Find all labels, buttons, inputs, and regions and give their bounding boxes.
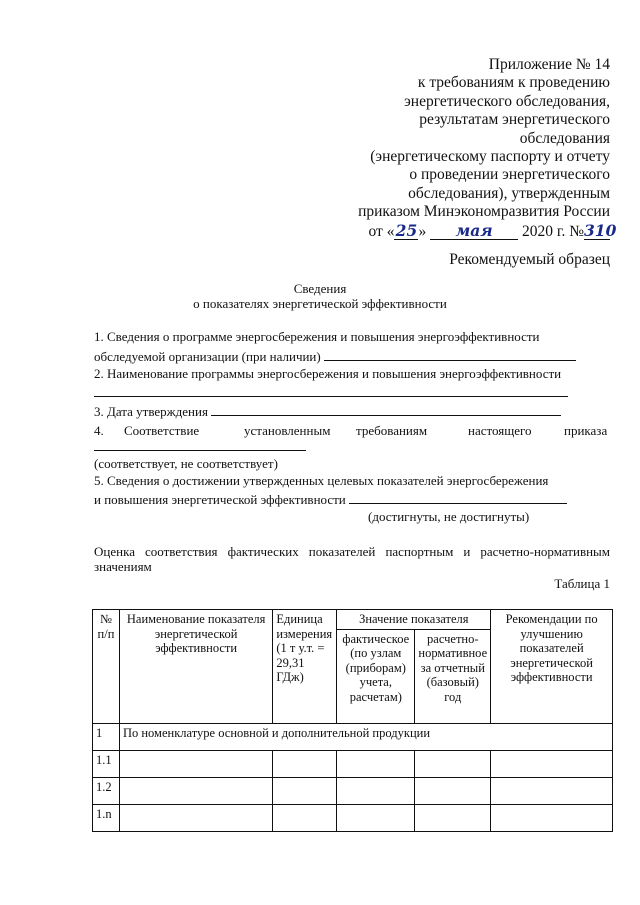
item-5-label: и повышения энергетической эффективности	[94, 492, 346, 507]
header-recommendations: Рекомендации по улучшению показателей энергетической эффективности	[491, 610, 613, 724]
item-1-line-2	[94, 348, 576, 364]
item-4-word: требованиям	[356, 423, 428, 438]
item-1-line-1: 1. Сведения о программе энергосбережения и повышения энергоэффективности	[94, 329, 540, 344]
section-number: 1	[93, 723, 120, 750]
assessment-paragraph: Оценка соответствия фактических показателей паспортным и расчетно-нормативным значениям	[94, 544, 610, 574]
cell-name[interactable]	[119, 777, 272, 804]
table-header-row	[93, 610, 613, 630]
appendix-line: к требованиям к проведению	[417, 74, 610, 92]
item-4-blank[interactable]	[94, 450, 306, 451]
cell-normative[interactable]	[415, 750, 491, 777]
table-row	[93, 777, 613, 804]
appendix-line: приказом Минэкономразвития России	[358, 203, 610, 221]
cell-normative[interactable]	[415, 804, 491, 831]
item-4-line	[94, 423, 610, 438]
cell-recommendation[interactable]	[491, 750, 613, 777]
appendix-line: результатам энергетического	[419, 111, 610, 129]
item-3-line	[94, 403, 561, 419]
title-line-2: о показателях энергетической эффективности	[193, 296, 447, 311]
item-5-line-2	[94, 491, 567, 507]
header-indicator-name: Наименование показателя энергетической эффективности	[119, 610, 272, 724]
header-unit: Единица измерения (1 т у.т. = 29,31 ГДж)	[273, 610, 337, 724]
cell-name[interactable]	[119, 750, 272, 777]
appendix-line: обследования), утвержденным	[408, 184, 610, 202]
cell-recommendation[interactable]	[491, 804, 613, 831]
table-row	[93, 750, 613, 777]
appendix-line: обследования	[519, 129, 610, 147]
item-1-label: обследуемой организации (при наличии)	[94, 349, 321, 364]
row-number: 1.1	[93, 750, 120, 777]
item-3-label: 3. Дата утверждения	[94, 404, 208, 419]
document-title	[0, 281, 640, 311]
header-actual: фактическое (по узлам (приборам) учета, расчетам)	[337, 629, 415, 723]
date-year: 2020 г. №	[521, 222, 584, 240]
cell-unit[interactable]	[273, 750, 337, 777]
appendix-line: энергетического обследования,	[404, 92, 610, 110]
item-5-blank[interactable]	[349, 491, 567, 504]
table-row	[93, 804, 613, 831]
item-2-blank[interactable]	[94, 396, 568, 397]
cell-actual[interactable]	[337, 804, 415, 831]
recommended-sample-label: Рекомендуемый образец	[449, 251, 610, 268]
handwritten-month: мая	[430, 222, 518, 240]
item-4-word: Соответствие	[124, 423, 200, 438]
row-number: 1.n	[93, 804, 120, 831]
item-4-word: установленным	[244, 423, 331, 438]
indicators-table	[92, 609, 613, 832]
date-mid: »	[418, 222, 427, 240]
item-5-line-1: 5. Сведения о достижении утвержденных целевых показателей энергосбережения	[94, 473, 549, 488]
cell-recommendation[interactable]	[491, 777, 613, 804]
table-label: Таблица 1	[554, 576, 610, 591]
appendix-line: о проведении энергетического	[409, 166, 610, 184]
appendix-header	[310, 56, 617, 241]
order-date-line	[310, 220, 617, 241]
header-number: № п/п	[93, 610, 120, 724]
cell-name[interactable]	[119, 804, 272, 831]
item-4-word: приказа	[564, 423, 608, 438]
item-5-note: (достигнуты, не достигнуты)	[368, 509, 530, 524]
cell-unit[interactable]	[273, 804, 337, 831]
date-prefix: от «	[368, 222, 395, 240]
section-title: По номенклатуре основной и дополнительной продукции	[119, 723, 612, 750]
header-value: Значение показателя	[337, 610, 491, 630]
item-4-note: (соответствует, не соответствует)	[94, 456, 278, 471]
item-2-line: 2. Наименование программы энергосбережения и повышения энергоэффективности	[94, 366, 562, 381]
title-line-1: Сведения	[293, 281, 347, 296]
item-4-word: 4.	[94, 423, 104, 438]
item-3-blank[interactable]	[211, 403, 561, 416]
item-4-word: настоящего	[468, 423, 532, 438]
table-section-row	[93, 723, 613, 750]
cell-normative[interactable]	[415, 777, 491, 804]
item-1-blank[interactable]	[324, 348, 576, 361]
cell-actual[interactable]	[337, 777, 415, 804]
appendix-line: (энергетическому паспорту и отчету	[370, 148, 610, 166]
handwritten-day: 25	[395, 220, 418, 240]
row-number: 1.2	[93, 777, 120, 804]
header-normative: расчетно-нормативное за отчетный (базовый) год	[415, 629, 491, 723]
cell-unit[interactable]	[273, 777, 337, 804]
handwritten-order-number: 310	[584, 220, 617, 240]
cell-actual[interactable]	[337, 750, 415, 777]
appendix-line: Приложение № 14	[488, 56, 610, 73]
